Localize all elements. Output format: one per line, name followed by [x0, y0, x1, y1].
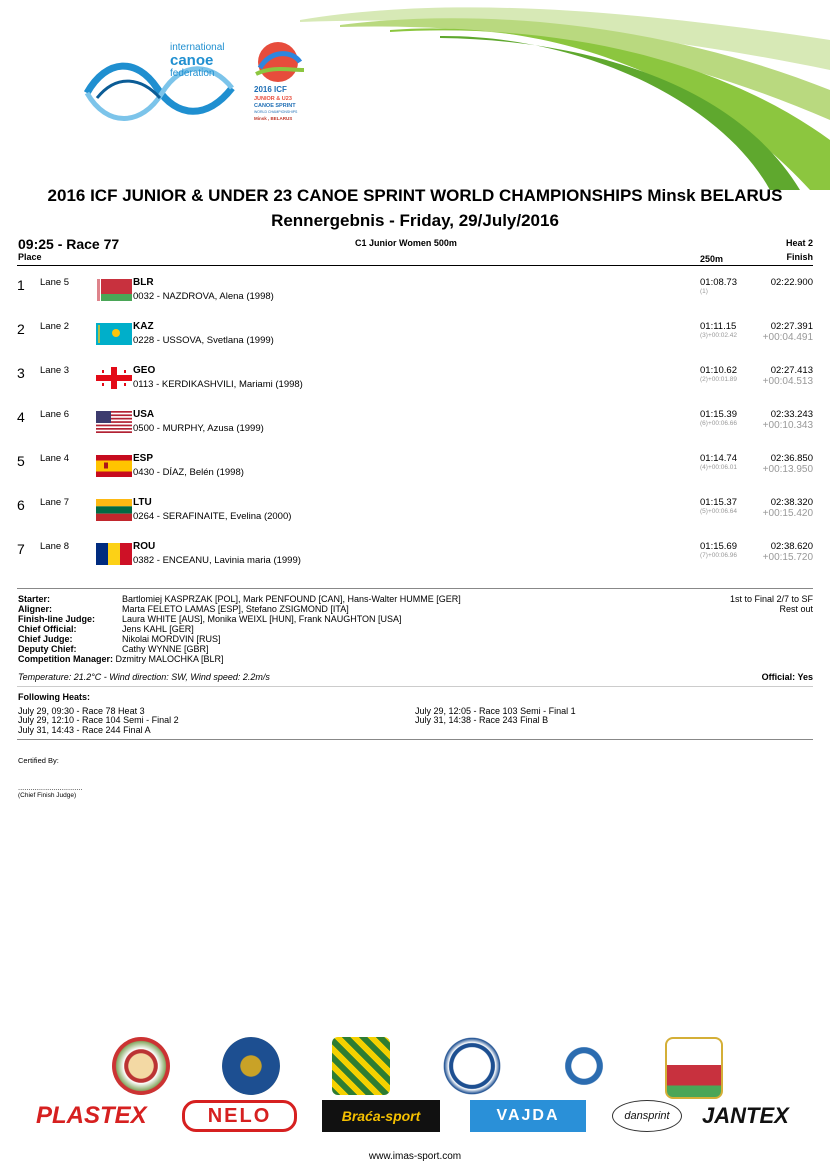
- place: 5: [17, 453, 25, 469]
- split-250m: 01:15.39: [700, 409, 737, 420]
- place: 2: [17, 321, 25, 337]
- split-250m: 01:15.37: [700, 497, 737, 508]
- athlete-name: 0228 - USSOVA, Svetlana (1999): [133, 335, 274, 346]
- competition-manager-value: Dzmitry MALOCHKA [BLR]: [115, 654, 224, 664]
- sponsor-jantex-logo: JANTEX: [702, 1103, 789, 1128]
- svg-text:JUNIOR & U23: JUNIOR & U23: [254, 96, 292, 102]
- athlete-name: 0032 - NAZDROVA, Alena (1998): [133, 291, 274, 302]
- flag-geo-icon: [96, 367, 132, 389]
- split-250m-diff: (5)+00:06.64: [700, 508, 738, 515]
- sponsor-nelo-logo: NELO: [182, 1100, 297, 1132]
- result-row: [0, 319, 830, 363]
- lane: Lane 8: [40, 541, 70, 552]
- flag-blr-icon: [96, 279, 132, 301]
- finish-diff: +00:04.513: [762, 376, 813, 387]
- result-row: [0, 539, 830, 583]
- split-250m-diff: (2)+00:01.89: [700, 376, 738, 383]
- place: 4: [17, 409, 25, 425]
- split-250m: 01:11.15: [700, 321, 737, 332]
- split-250m: 01:10.62: [700, 365, 737, 376]
- finish-time: 02:38.620: [770, 541, 813, 552]
- split-250m: 01:15.69: [700, 541, 737, 552]
- sponsor-braca-logo: Braća-sport: [322, 1100, 440, 1132]
- flag-usa-icon: [96, 411, 132, 433]
- event-name: C1 Junior Women 500m: [355, 238, 457, 248]
- lane: Lane 7: [40, 497, 70, 508]
- following-heats-title: Following Heats:: [18, 692, 90, 702]
- flag-kaz-icon: [96, 323, 132, 345]
- finish-diff: +00:15.720: [762, 552, 813, 563]
- svg-text:WORLD CHAMPIONSHIPS: WORLD CHAMPIONSHIPS: [254, 110, 298, 114]
- finish-diff: +00:10.343: [762, 420, 813, 431]
- finish-diff: +00:15.420: [762, 508, 813, 519]
- svg-text:2016 ICF: 2016 ICF: [254, 85, 287, 94]
- place: 3: [17, 365, 25, 381]
- split-250m-diff: (3)+00:02.42: [700, 332, 738, 339]
- official-value: Nikolai MORDVIN [RUS]: [122, 634, 221, 644]
- following-heat: July 29, 09:30 - Race 78 Heat 3: [18, 706, 145, 716]
- finish-time: 02:27.413: [770, 365, 813, 376]
- lane: Lane 4: [40, 453, 70, 464]
- heat-label: Heat 2: [785, 238, 813, 248]
- place: 6: [17, 497, 25, 513]
- nation-code: BLR: [133, 277, 154, 288]
- official-value: Jens KAHL [GER]: [122, 624, 194, 634]
- result-row: [0, 451, 830, 495]
- icf-logo: [82, 38, 242, 130]
- finish-time: 02:27.391: [770, 321, 813, 332]
- sponsor-vajda-logo: VAJDA: [470, 1100, 586, 1132]
- event-logo: [248, 40, 318, 126]
- nation-code: GEO: [133, 365, 156, 376]
- athlete-name: 0500 - MURPHY, Azusa (1999): [133, 423, 264, 434]
- athlete-name: 0113 - KERDIKASHVILI, Mariami (1998): [133, 379, 303, 390]
- flag-rou-icon: [96, 543, 132, 565]
- svg-text:CANOE SPRINT: CANOE SPRINT: [254, 103, 296, 109]
- finish-diff: +00:04.491: [762, 332, 813, 343]
- nation-code: ESP: [133, 453, 154, 464]
- crest-2-icon: [222, 1037, 280, 1095]
- nation-code: ROU: [133, 541, 156, 552]
- lane: Lane 5: [40, 277, 70, 288]
- following-heat: July 31, 14:38 - Race 243 Final B: [415, 715, 549, 725]
- crest-4-icon: [443, 1037, 501, 1095]
- split-250m-diff: (7)+00:06.96: [700, 552, 738, 559]
- finish-time: 02:38.320: [770, 497, 813, 508]
- place: 7: [17, 541, 25, 557]
- flag-esp-icon: [96, 455, 132, 477]
- certified-label: Certified By:: [18, 756, 59, 765]
- svg-text:international: international: [170, 42, 225, 53]
- competition-manager-label: Competition Manager:: [18, 654, 114, 664]
- col-header-place: Place: [18, 252, 42, 262]
- col-header-finish: Finish: [786, 252, 813, 262]
- qualification-rule-2: Rest out: [779, 604, 813, 614]
- official-label: Chief Official:: [18, 624, 77, 634]
- weather-info: Temperature: 21.2°C - Wind direction: SW, Wind speed: 2.2m/s: [18, 672, 270, 682]
- finish-time: 02:22.900: [770, 277, 813, 288]
- qualification-rule-1: 1st to Final 2/7 to SF: [729, 594, 813, 604]
- place: 1: [17, 277, 25, 293]
- result-row: [0, 495, 830, 539]
- crest-1-icon: [112, 1037, 170, 1095]
- document-title: 2016 ICF JUNIOR & UNDER 23 CANOE SPRINT WORLD CHAMPIONSHIPS Minsk BELARUS: [47, 186, 783, 205]
- signature-role: (Chief Finish Judge): [18, 792, 77, 799]
- official-label: Starter:: [18, 594, 51, 604]
- svg-text:federation: federation: [170, 68, 215, 79]
- official-label: Finish-line Judge:: [18, 614, 96, 624]
- crest-6-icon: [665, 1037, 723, 1099]
- official-status: Official: Yes: [761, 672, 813, 682]
- sponsor-plastex-logo: PLASTEX: [36, 1102, 147, 1129]
- race-time: 09:25 - Race 77: [18, 236, 120, 252]
- nation-code: KAZ: [133, 321, 154, 332]
- official-value: Bartlomiej KASPRZAK [POL], Mark PENFOUND [CAN], Hans-Walter HUMME [GER]: [122, 594, 461, 604]
- lane: Lane 3: [40, 365, 70, 376]
- crest-3-icon: [332, 1037, 390, 1095]
- official-value: Laura WHITE [AUS], Monika WEIXL [HUN], Frank NAUGHTON [USA]: [122, 614, 402, 624]
- competition-manager: [18, 654, 224, 664]
- result-row: [0, 275, 830, 319]
- split-250m-diff: (6)+00:06.66: [700, 420, 738, 427]
- heats-rule: [17, 739, 813, 740]
- finish-time: 02:36.850: [770, 453, 813, 464]
- split-250m-diff: (1): [700, 288, 708, 295]
- signature-line: ...............................: [18, 783, 83, 792]
- sponsor-dansprint-logo: dansprint: [612, 1100, 682, 1132]
- athlete-name: 0264 - SERAFINAITE, Evelina (2000): [133, 511, 292, 522]
- document-subtitle: Rennergebnis - Friday, 29/July/2016: [271, 211, 559, 230]
- athlete-name: 0382 - ENCEANU, Lavinia maria (1999): [133, 555, 301, 566]
- official-label: Deputy Chief:: [18, 644, 77, 654]
- official-value: Marta FELETO LAMAS [ESP], Stefano ZSIGMOND [ITA]: [122, 604, 349, 614]
- lane: Lane 2: [40, 321, 70, 332]
- nation-code: USA: [133, 409, 155, 420]
- header-rule: [17, 265, 813, 266]
- split-250m-diff: (4)+00:06.01: [700, 464, 738, 471]
- weather-rule: [17, 686, 813, 687]
- official-value: Cathy WYNNE [GBR]: [122, 644, 209, 654]
- header-swoosh: [300, 0, 830, 190]
- following-heat: July 29, 12:05 - Race 103 Semi - Final 1: [415, 706, 576, 716]
- svg-text:canoe: canoe: [170, 52, 214, 69]
- flag-ltu-icon: [96, 499, 132, 521]
- footer-url[interactable]: www.imas-sport.com: [368, 1151, 462, 1162]
- lane: Lane 6: [40, 409, 70, 420]
- officials-rule: [17, 588, 813, 589]
- official-label: Aligner:: [18, 604, 53, 614]
- col-header-250m: 250m: [700, 254, 724, 264]
- crest-5-icon: [555, 1037, 613, 1095]
- finish-diff: +00:13.950: [762, 464, 813, 475]
- nation-code: LTU: [133, 497, 152, 508]
- athlete-name: 0430 - DÍAZ, Belén (1998): [133, 467, 244, 478]
- split-250m: 01:08.73: [700, 277, 737, 288]
- following-heat: July 29, 12:10 - Race 104 Semi - Final 2: [18, 715, 179, 725]
- result-row: [0, 407, 830, 451]
- split-250m: 01:14.74: [700, 453, 737, 464]
- result-row: [0, 363, 830, 407]
- official-label: Chief Judge:: [18, 634, 73, 644]
- svg-text:Minsk , BELARUS: Minsk , BELARUS: [254, 116, 293, 121]
- following-heat: July 31, 14:43 - Race 244 Final A: [18, 725, 151, 735]
- finish-time: 02:33.243: [770, 409, 813, 420]
